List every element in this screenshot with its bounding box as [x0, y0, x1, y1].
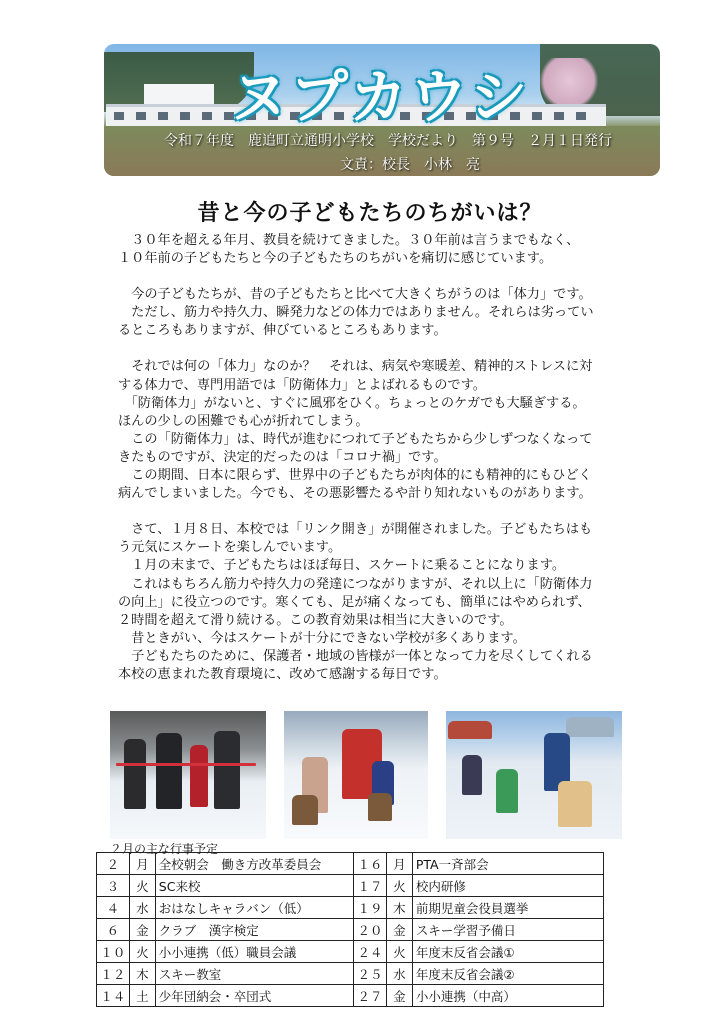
- article-line: これはもちろん筋力や持久力の発達につながりますが、それ以上に「防衛体力: [118, 576, 593, 592]
- article-line: るところもありますが、伸びているところもあります。: [118, 323, 447, 339]
- schedule-left-day: １２: [97, 963, 130, 985]
- article-line: さて、１月８日、本校では「リンク開き」が開催されました。子どもたちはも: [118, 522, 593, 538]
- schedule-row: [97, 985, 604, 1007]
- header-banner: [104, 44, 660, 176]
- schedule-left-weekday: 金: [129, 919, 155, 941]
- photo-skating-kids: [446, 711, 622, 839]
- article-line: この期間、日本に限らず、世界中の子どもたちが肉体的にも精神的にもひどく: [118, 468, 592, 484]
- schedule-row: [97, 941, 604, 963]
- schedule-right-event: スキー学習予備日: [412, 919, 603, 941]
- schedule-left-day: １０: [97, 941, 130, 963]
- photo-strip: [0, 711, 724, 839]
- article-line: 病んでしまいました。今でも、その悪影響たるや計り知れないものがあります。: [118, 486, 592, 502]
- article-line: 「防衛体力」がないと、すぐに風邪をひく。ちょっとのケガでも大騒ぎする。: [118, 395, 586, 411]
- article-line: きたものですが、決定的だったのは「コロナ禍」です。: [118, 449, 447, 465]
- schedule-row: [97, 897, 604, 919]
- schedule-right-weekday: 金: [386, 985, 412, 1007]
- schedule-right-event: 前期児童会役員選挙: [412, 897, 603, 919]
- banner-blossom-tree: [534, 58, 604, 104]
- schedule-right-event: 小小連携（中高）: [412, 985, 603, 1007]
- schedule-right-day: ２７: [354, 985, 387, 1007]
- schedule-left-event: 少年団納会・卒団式: [155, 985, 353, 1007]
- schedule-left-weekday: 火: [129, 941, 155, 963]
- schedule-right-event: PTA一斉部会: [412, 853, 603, 875]
- newsletter-info: 令和７年度 鹿追町立通明小学校 学校だより 第９号 ２月１日発行: [164, 133, 612, 149]
- article-line: 今の子どもたちが、昔の子どもたちと比べて大きくちがうのは「体力」です。: [118, 287, 592, 303]
- schedule-table: [96, 852, 604, 1007]
- article-line: [118, 268, 648, 286]
- schedule-right-weekday: 火: [386, 875, 412, 897]
- schedule-left-event: 全校朝会 働き方改革委員会: [155, 853, 353, 875]
- schedule-right-weekday: 水: [386, 963, 412, 985]
- schedule-left-weekday: 水: [129, 897, 155, 919]
- newsletter-author: 文責：校長 小林 亮: [340, 157, 480, 173]
- schedule-left-event: おはなしキャラバン（低）: [155, 897, 353, 919]
- schedule-right-day: ２４: [354, 941, 387, 963]
- article-line: う元気にスケートを楽しんでいます。: [118, 540, 342, 556]
- article-line: ２時間を超えて滑り続ける。この教育効果は相当に大きいのです。: [118, 612, 513, 628]
- article-line: それでは何の「体力」なのか？ それは、病気や寒暖差、精神的ストレスに対: [118, 359, 593, 375]
- schedule-left-weekday: 月: [129, 853, 155, 875]
- article-line: 昔ときがい、今はスケートが十分にできない学校が多くあります。: [118, 630, 526, 646]
- article-body: [118, 232, 648, 684]
- schedule-left-weekday: 土: [129, 985, 155, 1007]
- schedule-right-weekday: 金: [386, 919, 412, 941]
- schedule-left-weekday: 火: [129, 875, 155, 897]
- article-line: 子どもたちのために、保護者・地域の皆様が一体となって力を尽くしてくれる: [118, 648, 593, 664]
- schedule-row: [97, 875, 604, 897]
- article-line: [118, 503, 648, 521]
- schedule-row: [97, 853, 604, 875]
- schedule-left-day: ３: [97, 875, 130, 897]
- photo-rink-opening: [110, 711, 266, 839]
- newsletter-title: ヌプカウシ: [230, 63, 530, 131]
- schedule-left-event: 小小連携（低）職員会議: [155, 941, 353, 963]
- schedule-right-day: １６: [354, 853, 387, 875]
- article-line: この「防衛体力」は、時代が進むにつれて子どもたちから少しずつなくなって: [118, 431, 593, 447]
- schedule-left-day: ６: [97, 919, 130, 941]
- article-headline: 昔と今の子どもたちのちがいは？: [197, 201, 543, 226]
- schedule-left-event: スキー教室: [155, 963, 353, 985]
- schedule-right-day: １７: [354, 875, 387, 897]
- schedule-right-weekday: 火: [386, 941, 412, 963]
- schedule-left-weekday: 木: [129, 963, 155, 985]
- article-line: ただし、筋力や持久力、瞬発力などの体力ではありません。それらは劣ってい: [118, 305, 594, 321]
- schedule-row: [97, 919, 604, 941]
- schedule-caption: ２月の主な行事予定: [110, 842, 219, 856]
- article-line: 本校の恵まれた教育環境に、改めて感謝する毎日です。: [118, 666, 447, 682]
- schedule-left-day: ４: [97, 897, 130, 919]
- article-line: する体力で、専門用語では「防衛体力」とよばれるものです。: [118, 377, 486, 393]
- schedule-left-day: １４: [97, 985, 130, 1007]
- schedule-right-day: ２５: [354, 963, 387, 985]
- photo-skating-chairs: [284, 711, 428, 839]
- article-line: ほんの少しの困難でも心が折れてしまう。: [118, 413, 369, 429]
- article-line: ３０年を超える年月、教員を続けてきました。３０年前は言うまでもなく、: [118, 233, 580, 248]
- schedule-right-day: ２０: [354, 919, 387, 941]
- schedule-left-day: ２: [97, 853, 130, 875]
- schedule-right-event: 年度末反省会議①: [412, 941, 603, 963]
- schedule-right-event: 年度末反省会議②: [412, 963, 603, 985]
- schedule-left-event: SC来校: [155, 875, 353, 897]
- article-line: １月の末まで、子どもたちはほぼ毎日、スケートに乗ることになります。: [118, 558, 566, 574]
- schedule-right-weekday: 月: [386, 853, 412, 875]
- schedule-right-weekday: 木: [386, 897, 412, 919]
- schedule-right-day: １９: [354, 897, 387, 919]
- schedule-left-event: クラブ 漢字検定: [155, 919, 353, 941]
- article-line: の向上」に役立つのです。寒くても、足が痛くなっても、簡単にはやめられず、: [118, 594, 591, 610]
- article-line: １０年前の子どもたちと今の子どもたちのちがいを痛切に感じています。: [118, 251, 553, 267]
- schedule-right-event: 校内研修: [412, 875, 603, 897]
- article-line: [118, 340, 648, 358]
- schedule-row: [97, 963, 604, 985]
